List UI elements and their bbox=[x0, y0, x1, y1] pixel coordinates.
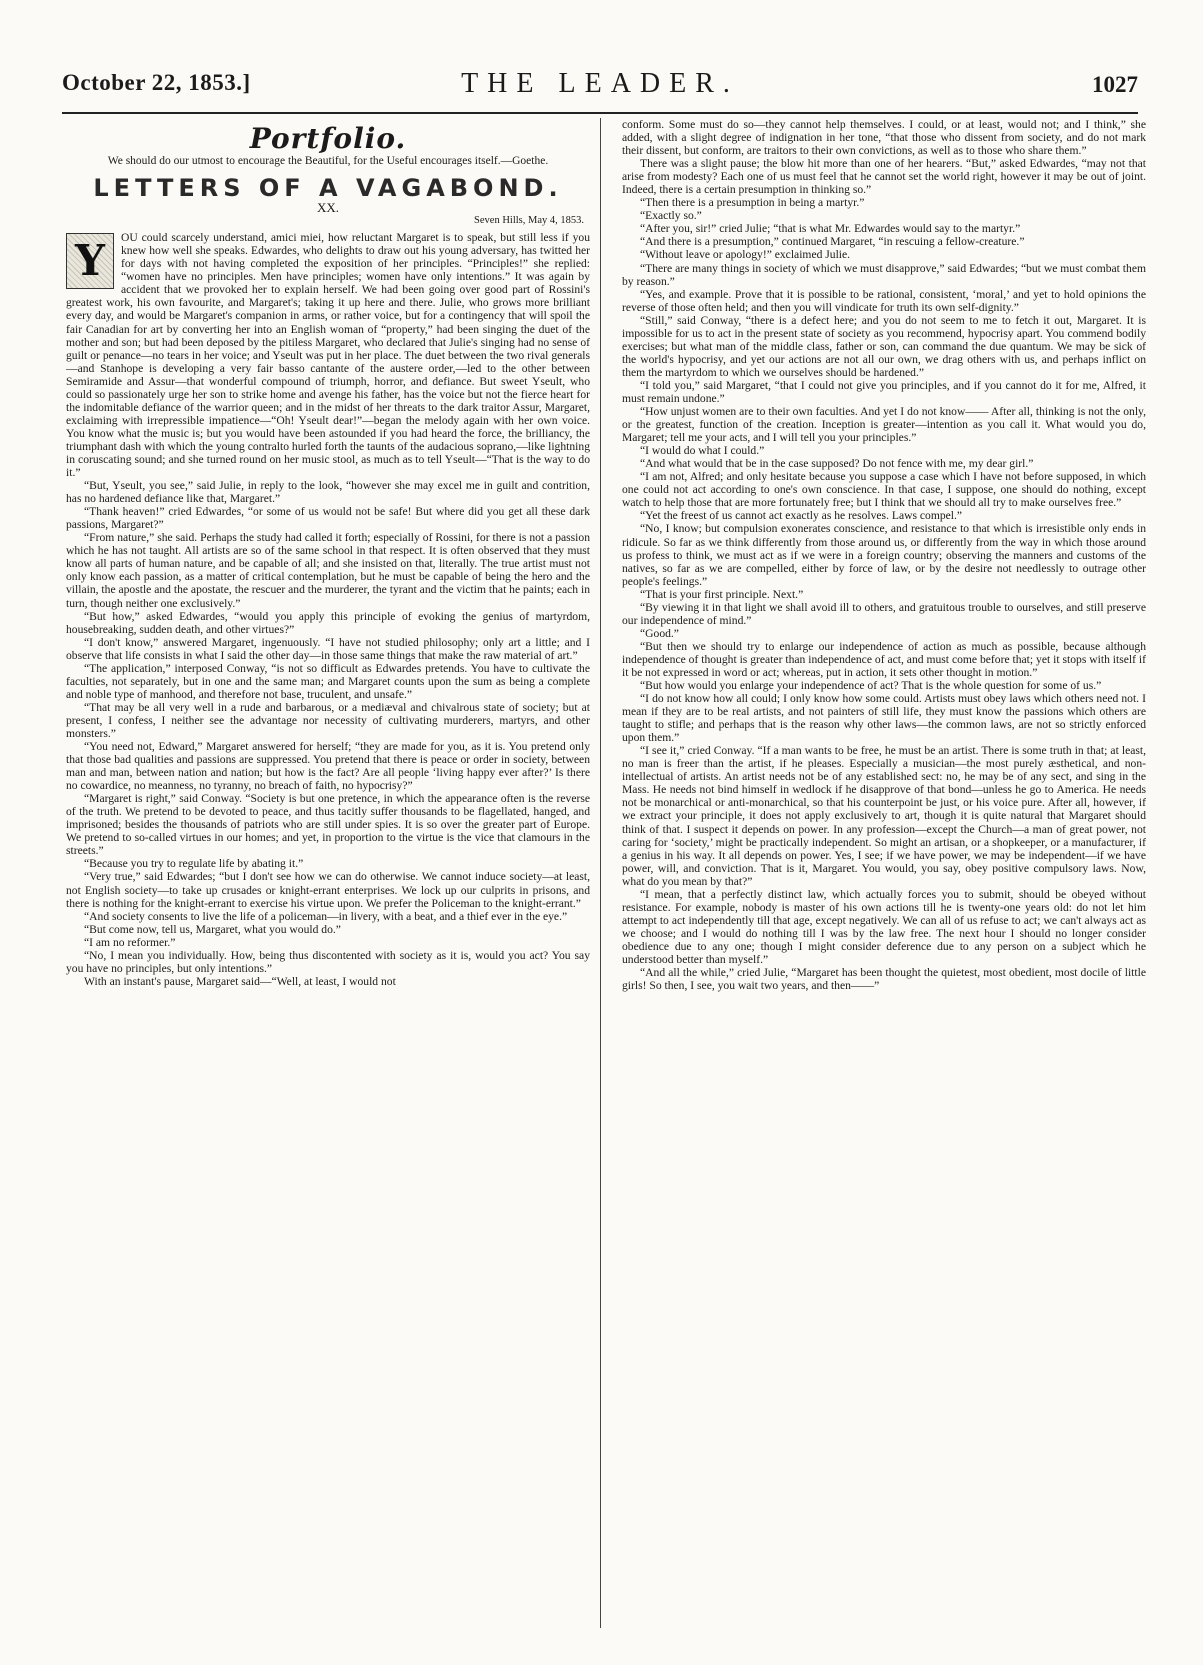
paragraph: “I told you,” said Margaret, “that I could not give you principles, and if you cannot do it for me, Alfred, it must remain undone.” bbox=[622, 378, 1146, 405]
dateline: Seven Hills, May 4, 1853. bbox=[474, 215, 584, 227]
paragraph: “Still,” said Conway, “there is a defect here; and you do not seem to me to fetch it out, Margaret. It is impossible for us to act in the present state of society as you recommend, hypocrisy apart. You commend bodily exercises; but what man of the middle class, father or son, can command the due quantum. We may be sick of the world's hypocrisy, and yet our actions are not all our own, we drag others with us, and perhaps inflict on them the martyrdom to which we ourselves should be hardened.” bbox=[622, 313, 1146, 379]
paragraph: “I see it,” cried Conway. “If a man wants to be free, he must be an artist. There is some truth in that; at least, no man is freer than the artist, if he pleases. Especially a musician—the most purely æsthetical, and non-intellectual of artists. An artist needs not be of any established sect: no, he may be of any sect, and sing in the Mass. He needs not bind himself in wedlock if he disapprove of that bond—unless he go to America. He needs not be monarchical or anti-monarchical, so that his counterpoint be just, or his voice pure. After all, however, if we extract your principle, it does not apply exclusively to art, though it is quite natural that Margaret should think of that. I suspect it depends on power. In any profession—except the Church—a man of great power, not caring for ‘society,’ might be practically independent. So might an artisan, or a shopkeeper, or a manufacturer, if a genius in his way. It all depends on power. Yes, I see; if we have power, we may be independent—if we have power, will, and conviction. That is it, Margaret. You would, you say, obey positive compulsory laws. Now, what do you mean by that?” bbox=[622, 744, 1146, 888]
paragraph: “You need not, Edward,” Margaret answered for herself; “they are made for you, as it is. You pretend only that those bad qualities and passions are suppressed. You pretend that there is peace or order in society, between man and man, between nation and nation; but how is the fact? Are all people ‘living happy ever after?’ Is there no cowardice, no meanness, no tyranny, no breach of faith, no hypocrisy?” bbox=[66, 740, 590, 793]
issue-date: October 22, 1853.] bbox=[62, 70, 251, 95]
paragraph: “No, I know; but compulsion exonerates conscience, and resistance to that which is irresistible only ends in ridicule. So far as we think differently from those around us, or differently from the way in which those around us profess to think, we must act as if we were in a foreign country; observing the manners and customs of the natives, so far as we are compelled, either by force of law, or by the desire not needlessly to outrage other people's feelings.” bbox=[622, 522, 1146, 588]
paragraph: “I do not know how all could; I only know how some could. Artists must obey laws which others need not. I mean if they are to be real artists, and not painters of still life, they must know the passions which others are taught to stifle; and perhaps that is the reason why other laws—the common laws, are not so strictly enforced upon them.” bbox=[622, 692, 1146, 745]
paragraph: “That may be all very well in a rude and barbarous, or a mediæval and chivalrous state of society; but at present, I confess, I neither see the advantage nor necessity of cultivating murderers, martyrs, and other monsters.” bbox=[66, 700, 590, 740]
page-header bbox=[62, 66, 1138, 106]
paragraph: “From nature,” she said. Perhaps the study had called it forth; especially of Rossini, for there is not a passion which he has not taught. All artists are so of the same school in that respect. It is often observed that they must know all parts of human nature, and be capable of all; and she insisted on that, literally. The true artist must not only know each passion, as a matter of critical contemplation, but he must be capable of being the hero and the villain, the apostle and the apostate, the rescuer and the murderer, the tyrant and the victim that he paints; each in turn, though neither one exclusively.” bbox=[66, 531, 590, 610]
paragraph: “I would do what I could.” bbox=[640, 444, 765, 458]
paragraph: There was a slight pause; the blow hit more than one of her hearers. “But,” asked Edwardes, “may not that arise from modesty? Each one of us must feel that he cannot set the world right, however it may be out of joint. Indeed, there is a certain presumption in thinking so.” bbox=[622, 157, 1146, 197]
left-column-body bbox=[66, 231, 590, 988]
paragraph: “But how,” asked Edwardes, “would you apply this principle of evoking the genius of martyrdom, housebreaking, sudden death, and other virtues?” bbox=[66, 609, 590, 636]
paragraph: “After you, sir!” cried Julie; “that is what Mr. Edwardes would say to the martyr.” bbox=[640, 222, 1021, 236]
paragraph: “I mean, that a perfectly distinct law, which actually forces you to submit, should be obeyed without resistance. For example, nobody is master of his own actions till he is twenty-one years old: do not let him attempt to act independently till that age, except negatively. We can all of us refuse to act; we can't always act as we choose; and I would do nothing till I was by the law free. The next hour I should no longer consider obedience due to any one; though I might consider deference due to any person on a subject which he understood better than myself.” bbox=[622, 887, 1146, 966]
paragraph: “But then we should try to enlarge our independence of action as much as possible, because although independence of thought is greater than independence of act, and must come before that; yet it stops with itself if it be not expressed in word or act; whereas, put in action, it sets other thought in motion.” bbox=[622, 639, 1146, 679]
letter-number: XX. bbox=[316, 200, 340, 216]
ornamental-dropcap: Y bbox=[66, 233, 114, 289]
section-motto: We should do our utmost to encourage the Beautiful, for the Useful encourages itself.—Goethe. bbox=[107, 155, 549, 168]
paragraph: “I am not, Alfred; and only hesitate because you suppose a case which I have not before supposed, in which one could not act according to one's own conscience. In that case, I suppose, one should do nothing, except watch to help those that are more fortunately free; but I think that we should all try to make ourselves free.” bbox=[622, 470, 1146, 510]
left-column bbox=[66, 118, 590, 1628]
paragraph: “Without leave or apology!” exclaimed Julie. bbox=[640, 248, 851, 262]
paragraph: “Good.” bbox=[640, 626, 679, 640]
paragraph: “Margaret is right,” said Conway. “Society is but one pretence, in which the appearance often is the reverse of the truth. We pretend to be devoted to peace, and thus tacitly suffer thousands to be flagellated, hanged, and imprisoned; besides the thousands of patriots who are still under spies. It is so over the greater part of Europe. We pretend to so-called virtues in our homes; and yet, in proportion to the virtue is the vice that clamours in the streets.” bbox=[66, 792, 590, 858]
masthead-title: THE LEADER. bbox=[461, 68, 739, 99]
page-number: 1027 bbox=[1092, 72, 1138, 97]
paragraph: “Very true,” said Edwardes; “but I don't see how we can do otherwise. We cannot induce society—at least, not English society—to take up crusades or knight-errant enterprises. We lock up our culprits in prisons, and there is nothing for the knight-errant to exercise his virtue upon. We prefer the Policeman to the knight-errant.” bbox=[66, 870, 590, 910]
paragraph: “No, I mean you individually. How, being thus discontented with society as it is, would you act? You say you have no principles, but only intentions.” bbox=[66, 948, 590, 975]
paragraph: “But how would you enlarge your independence of act? That is the whole question for some of us.” bbox=[640, 679, 1102, 693]
paragraph: “By viewing it in that light we shall avoid ill to others, and gratuitous trouble to ourselves, and still preserve our independence of mind.” bbox=[622, 600, 1146, 627]
paragraph: “Exactly so.” bbox=[640, 209, 702, 223]
paragraph: “Yet the freest of us cannot act exactly as he resolves. Laws compel.” bbox=[640, 509, 963, 523]
paragraph: “That is your first principle. Next.” bbox=[640, 587, 804, 601]
paragraph: “Thank heaven!” cried Edwardes, “or some of us would not be safe! But where did you get all these dark passions, Margaret?” bbox=[66, 505, 590, 532]
paragraph: “How unjust women are to their own faculties. And yet I do not know—— After all, thinking is not the only, or the greatest, function of the creation. Inception is greater—intention as you call it. What would you do, Margaret; tell me your acts, and I will tell you your principles.” bbox=[622, 405, 1146, 445]
series-title: LETTERS OF A VAGABOND. bbox=[93, 174, 563, 203]
header-rule bbox=[62, 112, 1138, 114]
paragraph: “There are many things in society of which we must disapprove,” said Edwardes; “but we must combat them by reason.” bbox=[622, 261, 1146, 288]
paragraph: “And there is a presumption,” continued Margaret, “in rescuing a fellow-creature.” bbox=[640, 235, 1025, 249]
paragraph: “And what would that be in the case supposed? Do not fence with me, my dear girl.” bbox=[640, 457, 1034, 471]
paragraph: “But, Yseult, you see,” said Julie, in reply to the look, “however she may excel me in guilt and contrition, has no hardened defiance like that, Margaret.” bbox=[66, 479, 590, 506]
paragraph: “Because you try to regulate life by abating it.” bbox=[84, 857, 304, 871]
paragraph: conform. Some must do so—they cannot help themselves. I could, or at least, would not; and I think,” she added, with a slight degree of indignation in her tone, “that those who dissent from society, and do not mark their dissent, but conform, are traitors to their own convictions, as well as to those who share them.” bbox=[622, 118, 1146, 158]
paragraph: “Then there is a presumption in being a martyr.” bbox=[640, 196, 865, 210]
right-column bbox=[622, 118, 1146, 1628]
paragraph: “But come now, tell us, Margaret, what you would do.” bbox=[84, 922, 341, 936]
paragraph: “Yes, and example. Prove that it is possible to be rational, consistent, ‘moral,’ and yet to hold opinions the reverse of those often held; and then you will vindicate for truth its own self-dignity.” bbox=[622, 287, 1146, 314]
paragraph: “I am no reformer.” bbox=[84, 935, 176, 949]
paragraph: “And all the while,” cried Julie, “Margaret has been thought the quietest, most obedient, most docile of little girls! So then, I see, you wait two years, and then——” bbox=[622, 966, 1146, 993]
section-title: Portfolio. bbox=[249, 122, 407, 155]
paragraph: “And society consents to live the life of a policeman—in livery, with a beat, and a thief ever in the eye.” bbox=[84, 909, 568, 923]
paragraph: “The application,” interposed Conway, “is not so difficult as Edwardes pretends. You have to cultivate the faculties, not separately, but in one and the same man; and Margaret counts upon the sum as being a complete and noble type of manhood, and therefore not base, truculent, and unsafe.” bbox=[66, 661, 590, 701]
right-column-body bbox=[622, 118, 1146, 992]
paragraph: With an instant's pause, Margaret said—“Well, at least, I would not bbox=[84, 974, 396, 988]
paragraph: OU could scarcely understand, amici miei, how reluctant Margaret is to speak, but still less if you knew how well she speaks. Edwardes, who delights to draw out his young adversary, has twitted her for days with not having completed the exposition of her principles. “Principles!” she replied: “women have no principles. Men have principles; women have only intentions.” It was again by accident that we provoked her to explain herself. We had been going over good part of Rossini's greatest work, his own favourite, and Margaret's; taking it up here and there. Julie, who grows more brilliant every day, and would be Margaret's companion in arms, or rather voice, but for a contingency that will spoil the fair Canadian for art by converting her into an English woman of “property,” had been singing the duet of the mother and son; but had been deposed by the pitiless Margaret, who declared that Julie's singing had no sense of guilt or penance—no tears in her voice; and Yseult was put in her place. The duet between the two rival generals—and Stanhope is developing a very fair basso cantante of the austere order,—led to the other between Semiramide and Assur—that wonderful compound of triumph, horror, and defiance. But sweet Yseult, who could so passionately urge her son to strike home and avenge his father, has the voice but not the fierce heart for the indomitable defiance of the warrior queen; and in the midst of her threats to the dark traitor Assur, Margaret, exclaiming with irrepressible impatience—“Oh! Yseult dear!”—began the melody again with her own voice. You know what the music is; but you would have been astounded if you had heard the force, the brilliancy, the triumphant dash with which the young contralto hurled forth the taunts of the audacious soprano,—like lightning in coruscating sound; and she turned round on her music stool, as much as to tell Yseult—“That is the way to do it.” bbox=[66, 231, 590, 480]
paragraph: “I don't know,” answered Margaret, ingenuously. “I have not studied philosophy; only art a little; and I observe that life consists in what I said the other day—in those same things that make the raw material of art.” bbox=[66, 635, 590, 662]
column-divider bbox=[600, 118, 601, 1628]
